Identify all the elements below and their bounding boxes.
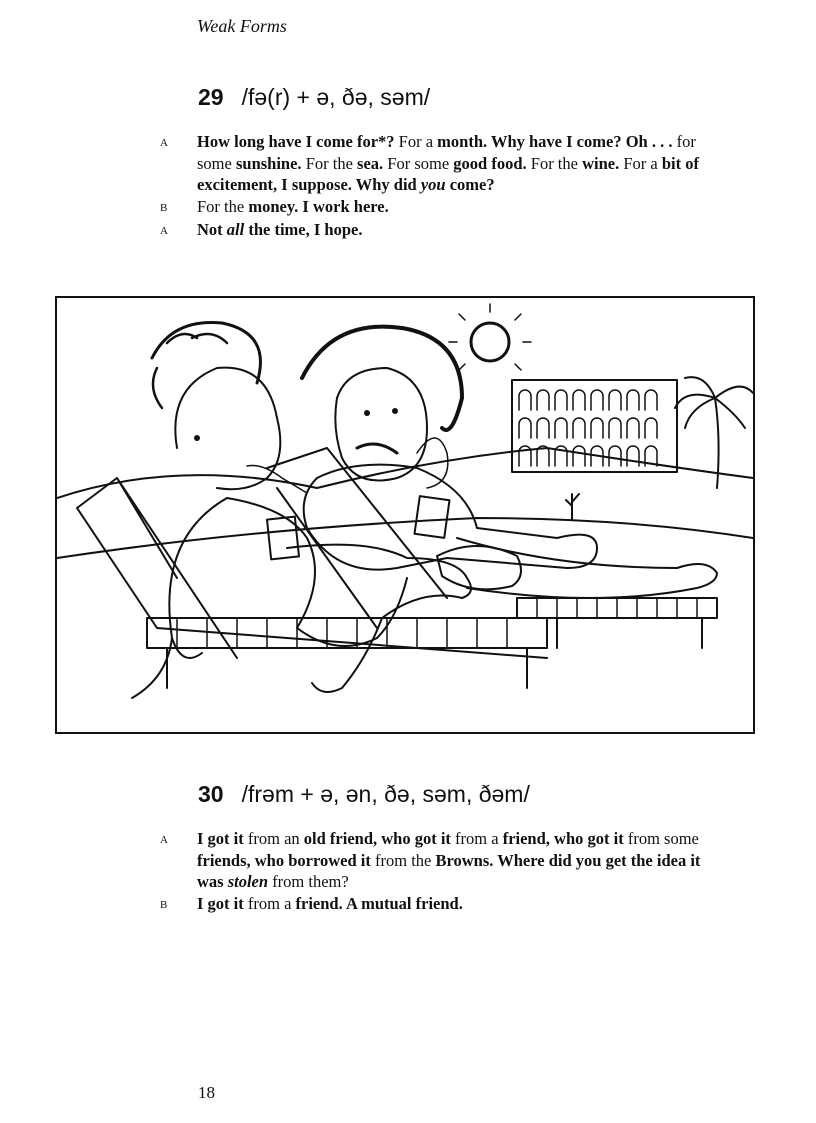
weak-form-text: from a <box>243 893 296 913</box>
weak-form-text: For the <box>301 153 358 173</box>
stressed-text: How long have I come for*? <box>197 132 395 151</box>
stressed-text: stolen <box>227 872 269 891</box>
dialogue-text <box>197 893 720 917</box>
dialogue-text <box>197 219 720 243</box>
weak-form-text: from a <box>450 829 503 848</box>
weak-form-text: For some <box>383 153 454 173</box>
stressed-text: Browns. Where did you get the idea it was <box>197 850 701 891</box>
stressed-text: I got it <box>197 893 244 913</box>
phonetic-transcription: /fə(r) + ə, ðə, səm/ <box>241 84 431 110</box>
speaker-label: A <box>160 225 169 237</box>
dialogue-turn <box>160 196 720 220</box>
speaker-label: A <box>160 834 169 846</box>
beach-illustration <box>55 296 755 734</box>
stressed-text: friend. A mutual friend. <box>295 893 463 913</box>
stressed-text: bit of excitement, I suppose. Why did <box>197 153 699 194</box>
weak-form-text: For the <box>526 153 583 173</box>
stressed-text: sea. <box>357 153 384 173</box>
stressed-text: I got it <box>197 829 244 848</box>
dialogue-text <box>197 828 720 893</box>
stressed-text: friends, who borrowed it <box>197 850 371 870</box>
stressed-text: come? <box>445 175 495 194</box>
dialogue-turn <box>160 131 720 196</box>
page-number: 18 <box>198 1083 215 1102</box>
speaker-label: B <box>160 898 168 911</box>
stressed-text: sunshine. <box>235 153 302 173</box>
weak-form-text: from some <box>623 829 699 848</box>
dialogue-turn <box>160 828 720 893</box>
sunbathers-drawing <box>57 298 753 732</box>
running-title: Weak Forms <box>197 16 287 36</box>
phonetic-transcription: /frəm + ə, ən, ðə, səm, ðəm/ <box>241 781 530 807</box>
section-30-heading <box>198 781 530 808</box>
dialogue-turn <box>160 219 720 243</box>
stressed-text: Not <box>197 220 227 239</box>
stressed-text: money. I work here. <box>248 196 389 216</box>
section-number: 29 <box>198 84 224 110</box>
dialogue-text <box>197 196 720 220</box>
speaker-label: B <box>160 201 168 214</box>
speaker-label: A <box>160 137 169 149</box>
stressed-text: old friend, who got it <box>303 829 451 848</box>
weak-form-text: from the <box>370 850 436 870</box>
weak-form-text: for some <box>197 132 696 173</box>
weak-form-text: from them? <box>268 872 349 891</box>
weak-form-text: For the <box>197 196 249 216</box>
stressed-text: wine. <box>582 153 620 173</box>
stressed-text: you <box>420 175 446 194</box>
stressed-text: good food. <box>453 153 527 173</box>
dialogue-29 <box>160 131 720 243</box>
weak-form-text: For a <box>394 132 438 151</box>
weak-form-text: from an <box>243 829 304 848</box>
stressed-text: the time, I hope. <box>244 220 363 239</box>
stressed-text: all <box>226 220 245 239</box>
stressed-text: month. Why have I come? Oh . . . <box>437 132 673 151</box>
dialogue-text <box>197 131 720 196</box>
dialogue-turn <box>160 893 720 917</box>
section-29-heading <box>198 84 430 111</box>
stressed-text: friend, who got it <box>502 829 624 848</box>
weak-form-text: For a <box>619 153 662 173</box>
dialogue-30 <box>160 828 720 916</box>
section-number: 30 <box>198 781 224 807</box>
